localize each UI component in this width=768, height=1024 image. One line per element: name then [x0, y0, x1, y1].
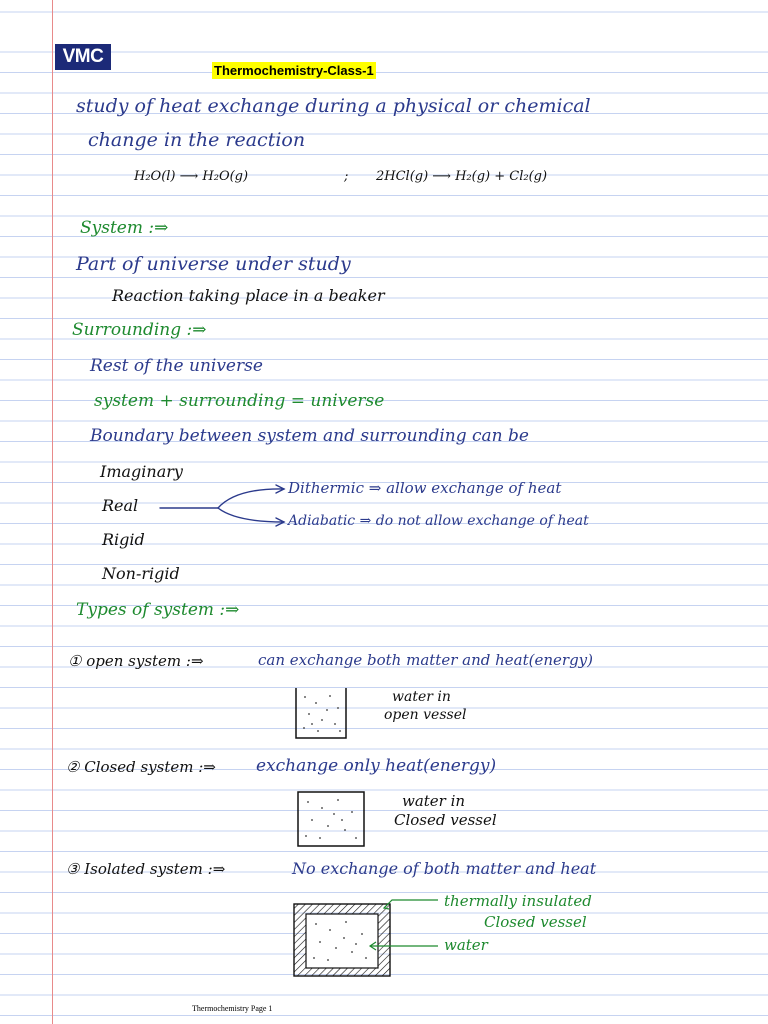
isolated-caption-3: water	[444, 936, 488, 954]
definition-line-1: study of heat exchange during a physical or chemical	[76, 95, 591, 117]
open-caption-1: water in	[392, 689, 451, 705]
open-vessel-sketch	[296, 688, 346, 738]
boundary-type-non-rigid: Non-rigid	[102, 564, 180, 583]
system-heading: System :⇒	[80, 218, 169, 238]
boundary-type-rigid: Rigid	[102, 530, 145, 549]
equation-separator: ;	[344, 169, 349, 184]
open-caption-2: open vessel	[384, 707, 467, 723]
universe-equation: system + surrounding = universe	[94, 391, 385, 411]
isolated-system-label: ③ Isolated system :⇒	[66, 860, 226, 878]
isolated-system-description: No exchange of both matter and heat	[292, 859, 597, 878]
page-footer: Thermochemistry Page 1	[192, 1004, 273, 1013]
isolated-caption-2: Closed vessel	[484, 913, 587, 931]
isolated-vessel-sketch	[294, 900, 438, 976]
surrounding-definition: Rest of the universe	[90, 356, 263, 376]
page-title: Thermochemistry-Class-1	[214, 63, 374, 78]
boundary-branch-arrows	[160, 485, 284, 526]
open-system-label: ① open system :⇒	[68, 652, 204, 670]
vmc-logo: VMC	[55, 44, 111, 70]
equation-phase-change: H₂O(l) ⟶ H₂O(g)	[134, 169, 249, 184]
definition-line-2: change in the reaction	[88, 129, 306, 151]
boundary-line: Boundary between system and surrounding can be	[90, 426, 529, 446]
diathermic-wall: Dithermic ⇒ allow exchange of heat	[288, 479, 562, 497]
closed-caption-1: water in	[402, 792, 466, 810]
system-definition: Part of universe under study	[76, 253, 351, 275]
boundary-type-real: Real	[102, 496, 139, 515]
boundary-type-imaginary: Imaginary	[100, 462, 183, 481]
closed-system-description: exchange only heat(energy)	[256, 756, 497, 776]
closed-caption-2: Closed vessel	[394, 811, 497, 829]
equation-decomposition: 2HCl(g) ⟶ H₂(g) + Cl₂(g)	[376, 169, 548, 184]
adiabatic-wall: Adiabatic ⇒ do not allow exchange of heat	[288, 513, 589, 529]
open-system-description: can exchange both matter and heat(energy)	[258, 651, 593, 669]
types-heading: Types of system :⇒	[76, 600, 240, 620]
closed-system-label: ② Closed system :⇒	[66, 758, 216, 776]
isolated-caption-1: thermally insulated	[444, 892, 592, 910]
system-example: Reaction taking place in a beaker	[112, 286, 385, 305]
surrounding-heading: Surrounding :⇒	[72, 320, 207, 340]
closed-vessel-sketch	[298, 792, 364, 846]
